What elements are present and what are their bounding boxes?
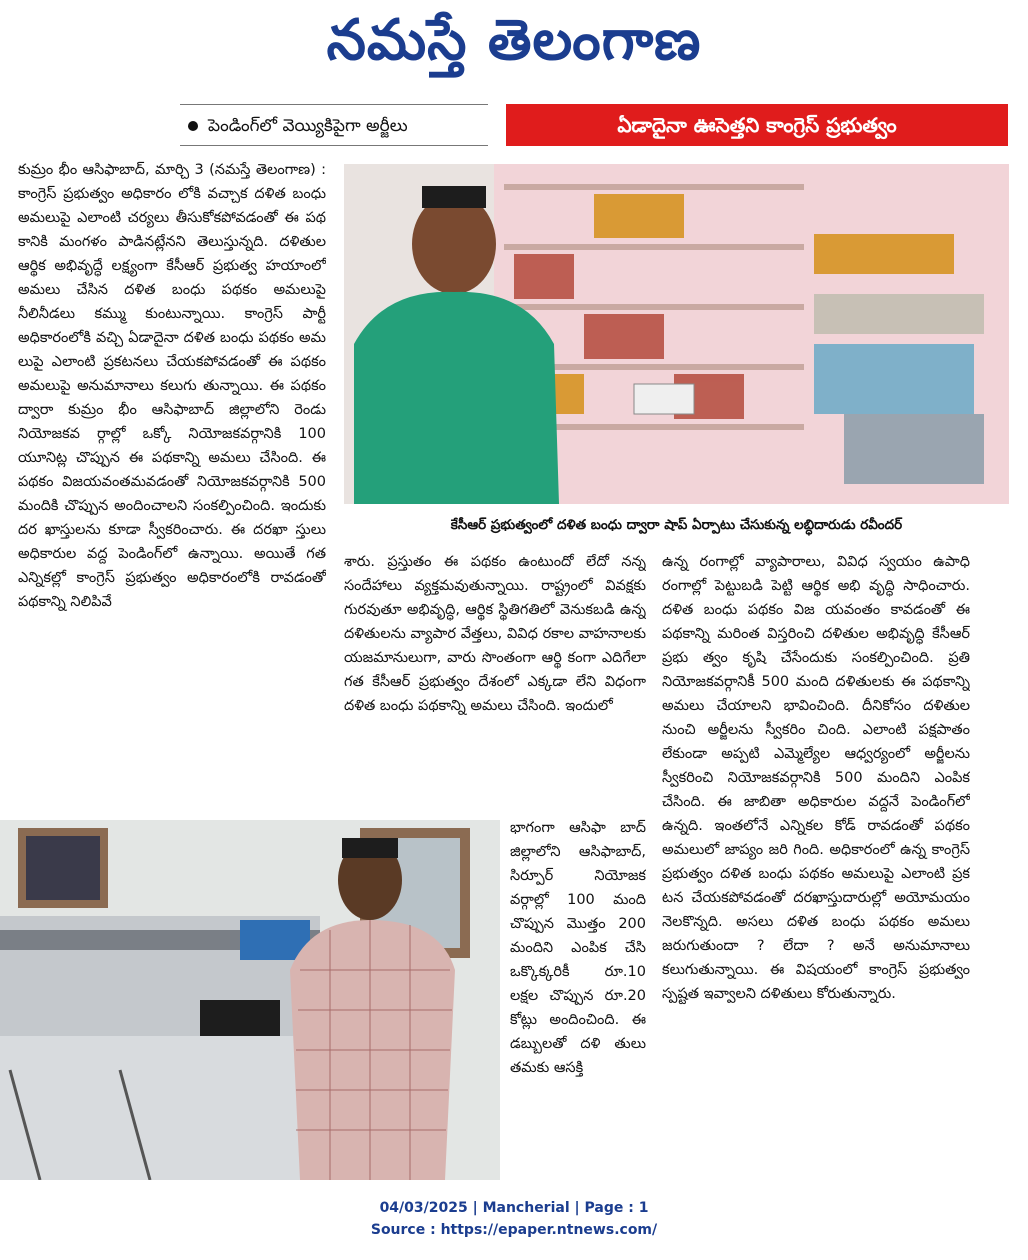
article-column-1 [18,158,326,804]
article-column-2-text: శారు. ప్రస్తుతం ఈ పథకం ఉంటుందో లేదో నన్న సందేహాలు వ్యక్తమవుతున్నాయి. రాష్ట్రంలో వివక్షకు గురవుతూ అభివృద్ధి, ఆర్థిక స్థితిగతిలో వెనుకబడి ఉన్న దళితులను వ్యాపార వేత్తలు, వివిధ రకాల వాహనాలకు యజమానులుగా, వారు సొంతంగా ఆర్థి కంగా ఎదిగేలా గత కేసీఆర్ ప్రభుత్వం దేశంలో ఎక్కడా లేని విధంగా దళిత బంధు పథకాన్ని అమలు చేసింది. ఇందులో [344,554,646,714]
article-column-3-text: ఉన్న రంగాల్లో వ్యాపారాలు, వివిధ స్వయం ఉపాధి రంగాల్లో పెట్టుబడి పెట్టి ఆర్థిక అభి వృద్ధి సాధించారు. దళిత బంధు పథకం విజ యవంతం కావడంతో ఈ పథకాన్ని మరింత విస్తరించి దళితుల అభివృద్ధి కేసీఆర్ ప్రభు త్వం కృషి చేసేందుకు సంకల్పించింది. ప్రతి నియోజకవర్గానికీ 500 మంది దళితులకు ఈ పథకాన్ని అమలు చేయాలని భావించింది. దీనికోసం దళితుల నుంచి అర్జీలను స్వీకరిం చింది. ఎలాంటి పక్షపాతం లేకుండా అప్పటి ఎమ్మెల్యేల ఆధ్వర్యంలో అర్జీలను స్వీకరించి నియోజకవర్గానికి 500 మందిని ఎంపిక చేసింది. ఈ జాబితా అధికారుల వద్దనే పెండింగ్‌లో ఉన్నది. ఇంతలోనే ఎన్నికల కోడ్ రావడంతో పథకం అమలులో జాప్యం జరి గింది. అధికారంలో ఉన్న కాంగ్రెస్ ప్రభుత్వం దళిత బంధు పథకం అమలుపై ఎలాంటి ప్రక టన చేయకపోవడంతో దరఖాస్తుదారుల్లో అయోమయం నెలకొన్నది. అసలు దళిత బంధు పథకం అమలు జరుగుతుందా ? లేదా ? అనే అనుమానాలు కలుగుతున్నాయి. ఈ విషయంలో కాంగ్రెస్ ప్రభుత్వం స్పష్టత ఇవ్వాలని దళితులు కోరుతున్నారు. [662,554,970,1002]
masthead-title: నమస్తే తెలంగాణ [326,8,702,73]
subheading [180,104,488,146]
shop-photo [344,164,1009,504]
footer-date-edition: 04/03/2025 | Mancherial | Page : 1 [379,1200,649,1216]
headline-banner: ఏడాదైనా ఊసెత్తని కాంగ్రెస్ ప్రభుత్వం [506,104,1008,146]
article-column-2 [344,550,646,804]
printer-photo [0,820,500,1180]
article-column-2-continued-text: భాగంగా ఆసిఫా బాద్ జిల్లాలోని ఆసిఫాబాద్, సిర్పూర్ నియోజక వర్గాల్లో 100 మంది చొప్పున మొత్తం 200 మందిని ఎంపిక చేసి ఒక్కొక్కరికీ రూ.10 లక్షల చొప్పున రూ.20 కోట్లు అందించింది. ఈ డబ్బులతో దళి తులు తమకు ఆసక్తి [510,820,646,1076]
article-column-3 [662,550,970,1180]
article-column-2-continued [510,816,646,1180]
article-column-1-text: కుమ్రం భీం ఆసిఫాబాద్, మార్చి 3 (నమస్తే తెలంగాణ) : కాంగ్రెస్ ప్రభుత్వం అధికారం లోకి వచ్చాక దళిత బంధు అమలుపై ఎలాంటి చర్యలు తీసుకోకపోవడంతో ఈ పథ కానికి మంగళం పాడినట్లేనని తెలుస్తున్నది. దళితుల ఆర్థిక అభివృద్ధే లక్ష్యంగా కేసీఆర్ ప్రభుత్వ హయాంలో అమలు చేసిన దళిత బంధు పథకం అమలుపై నీలినీడలు కమ్ము కుంటున్నాయి. కాంగ్రెస్ పార్టీ అధికారంలోకి వచ్చి ఏడాదైనా దళిత బంధు పథకం అమ లుపై ఎలాంటి ప్రకటనలు చేయకపోవడంతో ఈ పథకం అమలుపై అనుమానాలు కలుగు తున్నాయి. ఈ పథకం ద్వారా కుమ్రం భీం ఆసిఫాబాద్ జిల్లాలోని రెండు నియోజకవ ర్గాల్లో ఒక్కో నియోజకవర్గానికి 100 యూనిట్ల చొప్పున ఈ పథకాన్ని అమలు చేసింది. ఈ పథకం విజయవంతమవడంతో నియోజకవర్గానికి 500 మందికి చొప్పున అందించాలని సంకల్పించింది. ఇందుకు దర ఖాస్తులను కూడా స్వీకరించారు. ఈ దరఖా స్తులు అధికారుల వద్ద పెండింగ్‌లో ఉన్నాయి. అయితే గత ఎన్నికల్లో కాంగ్రెస్ ప్రభుత్వం అధికారంలోకి రావడంతో పథకాన్ని నిలిపివే [18,162,326,610]
bullet-icon [188,121,198,131]
footer-source: Source : https://epaper.ntnews.com/ [370,1222,658,1238]
photo-caption: కేసీఆర్ ప్రభుత్వంలో దళిత బంధు ద్వారా షాప్ ఏర్పాటు చేసుకున్న లబ్ధిదారుడు రవీందర్ [450,517,903,533]
subheading-text: పెండింగ్‌లో వెయ్యికిపైగా అర్జీలు [208,116,408,136]
